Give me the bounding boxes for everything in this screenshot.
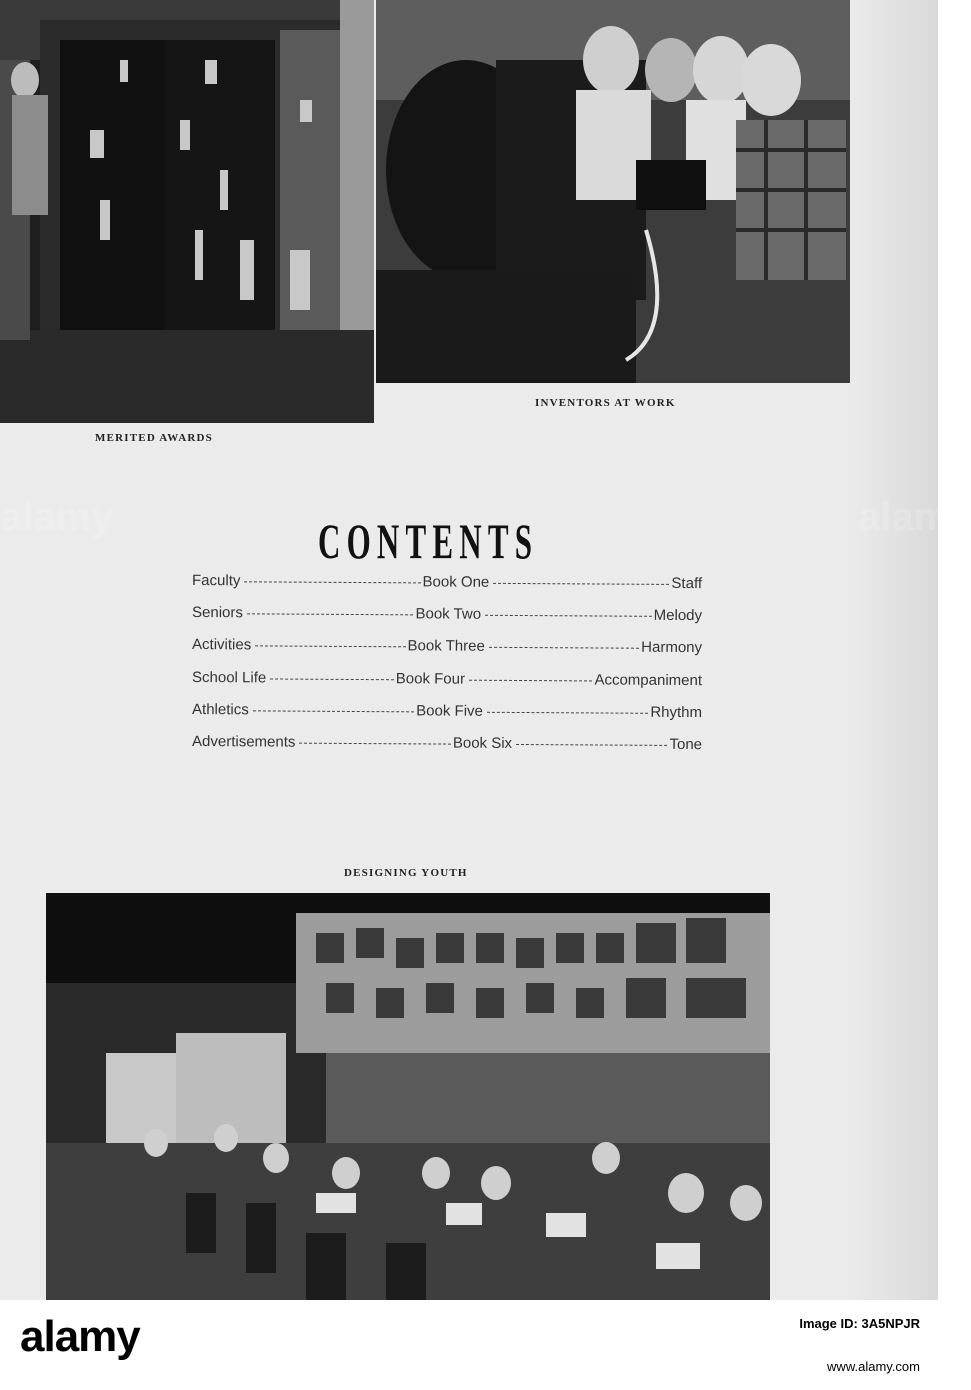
- contents-theme: Tone: [669, 735, 703, 754]
- watermark-ghost-left: alamy: [0, 495, 114, 539]
- leader-dashes: [244, 581, 420, 583]
- leader-dashes: [299, 743, 450, 745]
- contents-book: Book Three: [407, 637, 485, 656]
- leader-dashes: [516, 744, 667, 746]
- contents-theme: Melody: [653, 607, 703, 625]
- leader-dashes: [255, 646, 405, 648]
- leader-dashes: [493, 583, 669, 585]
- contents-title: CONTENTS: [318, 513, 539, 569]
- contents-book: Book Five: [416, 702, 483, 720]
- page-edge-shadow: [848, 0, 938, 1300]
- photo-inventors-at-work: [376, 0, 850, 383]
- contents-book: Book Two: [415, 605, 482, 623]
- contents-theme: Rhythm: [650, 703, 703, 721]
- image-id: Image ID: 3A5NPJR: [799, 1316, 920, 1331]
- contents-row: [192, 669, 702, 704]
- contents-theme: Staff: [671, 574, 703, 593]
- leader-dashes: [270, 678, 394, 680]
- contents-section: Seniors: [191, 604, 243, 622]
- leader-dashes: [485, 615, 652, 617]
- contents-row: [192, 572, 702, 607]
- contents-section: Advertisements: [191, 732, 296, 751]
- alamy-logo: alamy: [20, 1312, 140, 1361]
- contents-list: [192, 572, 702, 765]
- contents-section: School Life: [191, 668, 267, 687]
- contents-row: [192, 636, 702, 671]
- contents-row: [192, 701, 702, 736]
- contents-row: [192, 604, 702, 639]
- contents-book: Book One: [422, 573, 490, 591]
- leader-dashes: [247, 614, 414, 616]
- leader-dashes: [489, 647, 639, 649]
- caption-designing-youth: DESIGNING YOUTH: [344, 867, 468, 879]
- leader-dashes: [253, 710, 414, 712]
- leader-dashes: [469, 679, 593, 681]
- caption-inventors-at-work: INVENTORS AT WORK: [535, 397, 676, 409]
- photo-designing-youth: [46, 893, 770, 1300]
- contents-section: Faculty: [191, 572, 241, 590]
- contents-section: Athletics: [191, 700, 249, 719]
- contents-section: Activities: [191, 636, 252, 654]
- contents-book: Book Four: [395, 669, 466, 688]
- caption-merited-awards: MERITED AWARDS: [95, 432, 213, 444]
- contents-book: Book Six: [452, 734, 513, 752]
- photo-merited-awards: [0, 0, 374, 423]
- contents-row: [192, 733, 702, 768]
- contents-theme: Accompaniment: [594, 671, 703, 689]
- contents-theme: Harmony: [641, 639, 703, 657]
- watermark-info: [640, 1316, 920, 1374]
- watermark-url: www.alamy.com: [827, 1359, 920, 1374]
- leader-dashes: [487, 712, 648, 714]
